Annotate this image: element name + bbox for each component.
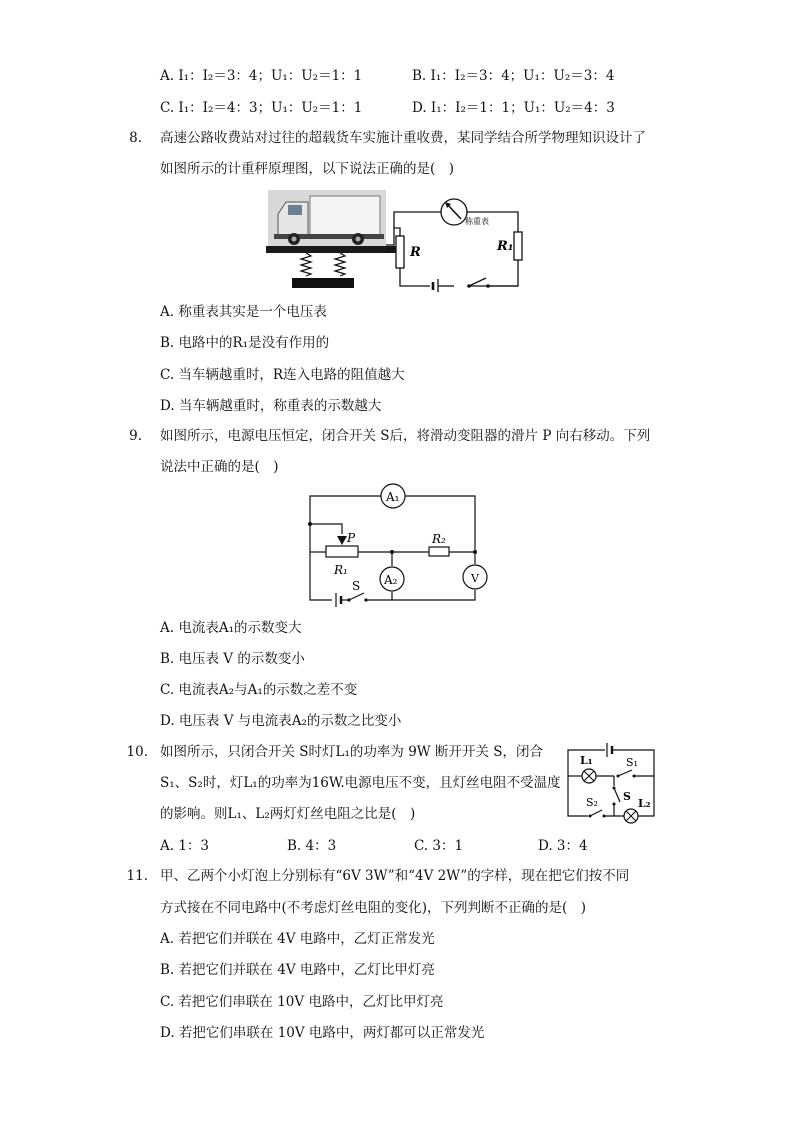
q10-stem-line3: 的影响。则L₁、L₂两灯灯丝电阻之比是( ) — [160, 806, 416, 822]
a1-label: A₁ — [386, 490, 400, 504]
q10-stem-line1: 如图所示，只闭合开关 S时灯L₁的功率为 9W 断开开关 S，闭合 — [160, 744, 544, 760]
q11-option-b: B. 若把它们并联在 4V 电路中，乙灯比甲灯亮 — [160, 962, 435, 978]
q11-stem-line1: 甲、乙两个小灯泡上分别标有“6V 3W”和“4V 2W”的字样，现在把它们按不同 — [160, 868, 630, 884]
truck-icon — [274, 196, 384, 245]
q7-option-b: B. I₁：I₂＝3：4；U₁：U₂＝3：4 — [412, 68, 615, 84]
v-label: V — [471, 572, 479, 585]
q10-option-c: C. 3：1 — [414, 838, 464, 854]
q10-stem-line2: S₁、S₂时，灯L₁的功率为16W.电源电压不变，且灯丝电阻不受温度 — [160, 775, 561, 791]
q7-option-a: A. I₁：I₂＝3：4；U₁：U₂＝1：1 — [160, 68, 363, 84]
s-label: S — [352, 579, 361, 593]
p-label: P — [347, 531, 356, 545]
rheostat-r1 — [326, 546, 358, 557]
q9-option-b: B. 电压表 V 的示数变小 — [160, 651, 305, 667]
q11-stem-line2: 方式接在不同电路中(不考虑灯丝电阻的变化)，下列判断不正确的是( ) — [160, 900, 587, 916]
q10-option-d: D. 3：4 — [538, 838, 588, 854]
q8-scale-circuit-figure — [266, 188, 526, 292]
q10-option-b: B. 4：3 — [287, 838, 337, 854]
q11-option-a: A. 若把它们并联在 4V 电路中，乙灯正常发光 — [160, 931, 435, 947]
rheostat-r — [396, 236, 404, 268]
q7-option-d: D. I₁：I₂＝1：1；U₁：U₂＝4：3 — [412, 100, 615, 116]
q9-option-a: A. 电流表A₁的示数变大 — [160, 620, 302, 636]
meter-label: 称重表 — [465, 217, 489, 226]
q9-option-c: C. 电流表A₂与A₁的示数之差不变 — [160, 682, 358, 698]
q9-circuit-figure — [300, 482, 496, 608]
r1-label: R₁ — [334, 563, 348, 577]
q10-number: 10. — [126, 744, 148, 760]
s-label: S — [623, 790, 631, 803]
r-label: R — [410, 245, 421, 260]
q8-stem-line2: 如图所示的计重秤原理图，以下说法正确的是( ) — [160, 161, 455, 177]
switch-s2 — [590, 810, 602, 816]
slider-p-arrow — [337, 536, 347, 545]
r1-label: R₁ — [497, 239, 514, 254]
switch — [469, 278, 486, 286]
q8-option-c: C. 当车辆越重时，R连入电路的阻值越大 — [160, 367, 405, 383]
q9-option-d: D. 电压表 V 与电流表A₂的示数之比变小 — [160, 713, 402, 729]
switch-s1 — [618, 770, 632, 776]
s1-label: S₁ — [626, 756, 638, 769]
q8-number: 8. — [129, 130, 142, 146]
r2-label: R₂ — [432, 532, 446, 546]
spring-base — [292, 278, 354, 288]
l1-label: L₁ — [580, 754, 593, 767]
scale-platform — [266, 246, 400, 253]
lamp-l2 — [624, 809, 638, 823]
q11-option-c: C. 若把它们串联在 10V 电路中，乙灯比甲灯亮 — [160, 994, 444, 1010]
resistor-r1 — [514, 232, 522, 260]
lamp-l1 — [582, 769, 596, 783]
q9-number: 9. — [129, 428, 142, 444]
a2-label: A₂ — [384, 573, 398, 587]
q8-option-b: B. 电路中的R₁是没有作用的 — [160, 335, 330, 351]
q11-number: 11. — [126, 868, 148, 884]
q9-stem-line1: 如图所示，电源电压恒定，闭合开关 S后，将滑动变阻器的滑片 P 向右移动。下列 — [160, 428, 651, 444]
q9-stem-line2: 说法中正确的是( ) — [160, 459, 279, 475]
q11-option-d: D. 若把它们串联在 10V 电路中，两灯都可以正常发光 — [160, 1025, 485, 1041]
q8-stem-line1: 高速公路收费站对过往的超载货车实施计重收费，某同学结合所学物理知识设计了 — [160, 130, 646, 146]
l2-label: L₂ — [638, 797, 651, 810]
switch-s — [614, 788, 620, 802]
s2-label: S₂ — [586, 796, 598, 809]
spring-left — [301, 253, 311, 276]
q10-option-a: A. 1：3 — [160, 838, 210, 854]
q8-option-a: A. 称重表其实是一个电压表 — [160, 304, 327, 320]
spring-right — [335, 253, 345, 276]
resistor-r2 — [429, 547, 449, 556]
switch-s — [349, 593, 364, 600]
q10-circuit-figure — [562, 742, 662, 830]
q8-option-d: D. 当车辆越重时，称重表的示数越大 — [160, 398, 382, 414]
q7-option-c: C. I₁：I₂＝4：3；U₁：U₂＝1：1 — [160, 100, 363, 116]
